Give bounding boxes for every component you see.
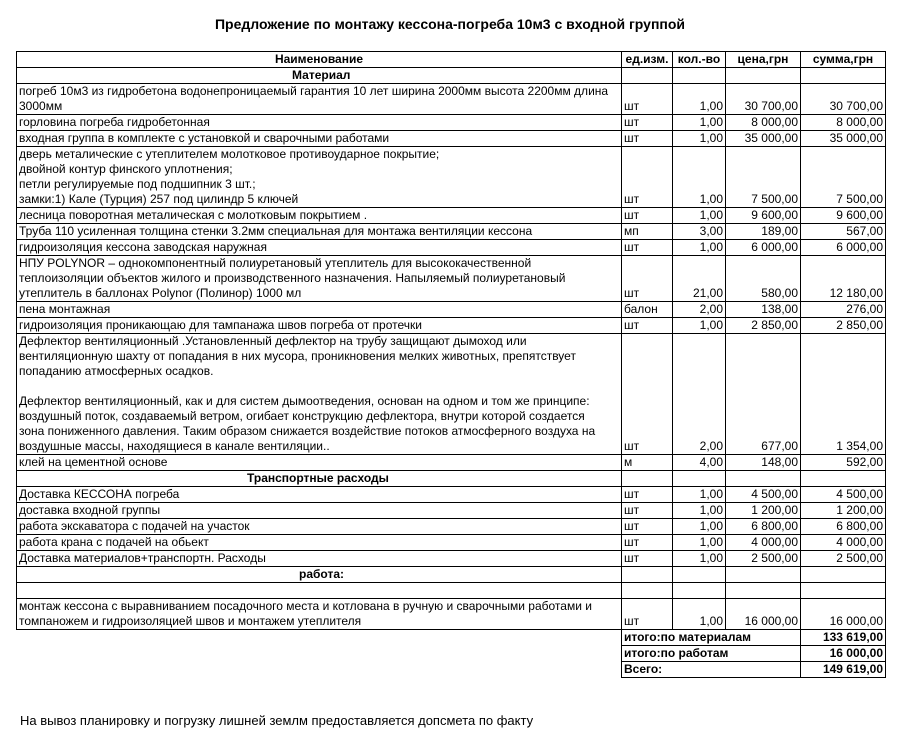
col-name-header: Наименование [17, 52, 622, 68]
item-price: 2 850,00 [726, 318, 801, 334]
material-row [17, 208, 886, 224]
empty-cell [801, 68, 886, 84]
section-transport [17, 471, 886, 487]
item-price: 16 000,00 [726, 599, 801, 630]
transport-row [17, 487, 886, 503]
empty-cell [801, 583, 886, 599]
item-price: 1 200,00 [726, 503, 801, 519]
empty-cell [17, 630, 622, 646]
item-unit: мп [622, 224, 673, 240]
item-price: 189,00 [726, 224, 801, 240]
item-qty: 2,00 [673, 302, 726, 318]
material-row [17, 115, 886, 131]
item-unit: шт [622, 131, 673, 147]
empty-cell [622, 471, 673, 487]
item-name: Труба 110 усиленная толщина стенки 3.2мм специальная для монтажа вентиляции кессона [17, 224, 622, 240]
empty-cell [17, 646, 622, 662]
item-sum: 35 000,00 [801, 131, 886, 147]
item-price: 7 500,00 [726, 147, 801, 208]
item-name: монтаж кессона с выравниванием посадочного места и котлована в ручную и сварочными работами и томпаножем и гидроизоляцией швов и монтажем утеплителя [17, 599, 622, 630]
item-name: пена монтажная [17, 302, 622, 318]
item-price: 677,00 [726, 334, 801, 455]
material-row [17, 147, 886, 208]
item-price: 4 500,00 [726, 487, 801, 503]
item-unit: м [622, 455, 673, 471]
document-title: Предложение по монтажу кессона-погреба 10м3 с входной группой [214, 16, 686, 32]
item-price: 6 800,00 [726, 519, 801, 535]
item-name: погреб 10м3 из гидробетона водонепроницаемый гарантия 10 лет ширина 2000мм высота 2200мм длина 3000мм [17, 84, 622, 115]
item-qty: 1,00 [673, 487, 726, 503]
item-sum: 16 000,00 [801, 599, 886, 630]
item-unit: шт [622, 519, 673, 535]
material-row [17, 455, 886, 471]
item-sum: 2 850,00 [801, 318, 886, 334]
item-sum: 567,00 [801, 224, 886, 240]
item-price: 148,00 [726, 455, 801, 471]
item-unit: шт [622, 84, 673, 115]
item-qty: 1,00 [673, 318, 726, 334]
item-qty: 1,00 [673, 240, 726, 256]
item-qty: 1,00 [673, 131, 726, 147]
item-unit: балон [622, 302, 673, 318]
item-qty: 3,00 [673, 224, 726, 240]
footnote: На вывоз планировку и погрузку лишней землм предоставляется допсмета по факту [20, 713, 534, 728]
transport-row [17, 519, 886, 535]
item-name: гидроизоляция кессона заводская наружная [17, 240, 622, 256]
item-qty: 1,00 [673, 147, 726, 208]
item-sum: 276,00 [801, 302, 886, 318]
total-work-value: 16 000,00 [801, 646, 886, 662]
item-name: дверь металические с утеплителем молотковое противоударное покрытие; двойной контур финского уплотнения; петли регулируемые под подшипник 3 шт.; замки:1) Кале (Турция) 257 под цилиндр 5 ключей [17, 147, 622, 208]
item-unit: шт [622, 599, 673, 630]
total-work [17, 646, 886, 662]
item-sum: 8 000,00 [801, 115, 886, 131]
item-sum: 2 500,00 [801, 551, 886, 567]
total-work-label: итого:по работам [622, 646, 801, 662]
empty-cell [726, 68, 801, 84]
header-row [17, 52, 886, 68]
empty-cell [673, 567, 726, 583]
item-sum: 6 000,00 [801, 240, 886, 256]
item-name: работа экскаватора с подачей на участок [17, 519, 622, 535]
blank-row [17, 583, 886, 599]
item-unit: шт [622, 503, 673, 519]
item-sum: 1 200,00 [801, 503, 886, 519]
empty-cell [17, 583, 622, 599]
item-qty: 4,00 [673, 455, 726, 471]
work-row [17, 599, 886, 630]
material-row [17, 256, 886, 302]
estimate-table [16, 51, 886, 678]
item-unit: шт [622, 334, 673, 455]
item-price: 6 000,00 [726, 240, 801, 256]
col-unit-header: ед.изм. [622, 52, 673, 68]
item-price: 580,00 [726, 256, 801, 302]
item-name: Дефлектор вентиляционный .Установленный дефлектор на трубу защищают дымоход или вентиляционную шахту от попадания в них мусора, проникновения мелких животных, препятствует попаданию атмосферных осадков. Дефлектор вентиляционный, как и для систем дымоотведения, основан на одном и том же принципе: воздушный поток, создаваемый ветром, огибает конструкцию дефлектора, внутри которой создается зона пониженного давления. Таким образом снижается воздействие потоков атмосферного воздуха на воздушные массы, находящиеся в канале вентиляции.. [17, 334, 622, 455]
item-name: доставка входной группы [17, 503, 622, 519]
item-qty: 1,00 [673, 519, 726, 535]
item-name: Доставка КЕССОНА погреба [17, 487, 622, 503]
item-sum: 592,00 [801, 455, 886, 471]
total-all-value: 149 619,00 [801, 662, 886, 678]
item-name: входная группа в комплекте с установкой и сварочными работами [17, 131, 622, 147]
empty-cell [622, 567, 673, 583]
total-materials-value: 133 619,00 [801, 630, 886, 646]
item-unit: шт [622, 551, 673, 567]
item-price: 30 700,00 [726, 84, 801, 115]
item-unit: шт [622, 318, 673, 334]
item-unit: шт [622, 208, 673, 224]
item-unit: шт [622, 256, 673, 302]
transport-row [17, 503, 886, 519]
estimate-body [17, 68, 886, 678]
item-qty: 1,00 [673, 551, 726, 567]
item-price: 138,00 [726, 302, 801, 318]
item-name: Доставка материалов+транспортн. Расходы [17, 551, 622, 567]
item-sum: 30 700,00 [801, 84, 886, 115]
total-materials [17, 630, 886, 646]
item-name: лесница поворотная металическая с молотковым покрытием . [17, 208, 622, 224]
item-name: горловина погреба гидробетонная [17, 115, 622, 131]
col-qty-header: кол.-во [673, 52, 726, 68]
item-qty: 1,00 [673, 535, 726, 551]
empty-cell [801, 567, 886, 583]
material-row [17, 318, 886, 334]
item-qty: 21,00 [673, 256, 726, 302]
col-price-header: цена,грн [726, 52, 801, 68]
material-row [17, 334, 886, 455]
empty-cell [726, 583, 801, 599]
item-qty: 2,00 [673, 334, 726, 455]
item-sum: 6 800,00 [801, 519, 886, 535]
empty-cell [801, 471, 886, 487]
section-work-label: работа: [17, 567, 622, 583]
empty-cell [726, 471, 801, 487]
material-row [17, 131, 886, 147]
item-sum: 7 500,00 [801, 147, 886, 208]
empty-cell [673, 68, 726, 84]
total-materials-label: итого:по материалам [622, 630, 801, 646]
item-unit: шт [622, 115, 673, 131]
item-qty: 1,00 [673, 599, 726, 630]
item-price: 2 500,00 [726, 551, 801, 567]
section-materials [17, 68, 886, 84]
item-name: НПУ POLYNOR – однокомпонентный полиуретановый утеплитель для высококачественной теплоизоляции объектов жилого и производственного назначения. Напыляемый полиуретановый утеплитель в баллонах Polynor (Полинор) 1000 мл [17, 256, 622, 302]
section-materials-label: Материал [17, 68, 622, 84]
material-row [17, 224, 886, 240]
item-unit: шт [622, 487, 673, 503]
item-unit: шт [622, 240, 673, 256]
item-sum: 4 000,00 [801, 535, 886, 551]
transport-row [17, 551, 886, 567]
section-transport-label: Транспортные расходы [17, 471, 622, 487]
item-name: работа крана с подачей на обьект [17, 535, 622, 551]
item-sum: 9 600,00 [801, 208, 886, 224]
item-unit: шт [622, 147, 673, 208]
empty-cell [673, 471, 726, 487]
empty-cell [673, 583, 726, 599]
total-all-label: Всего: [622, 662, 801, 678]
empty-cell [622, 583, 673, 599]
item-name: гидроизоляция проникающаю для тампанажа швов погреба от протечки [17, 318, 622, 334]
item-qty: 1,00 [673, 84, 726, 115]
item-sum: 1 354,00 [801, 334, 886, 455]
material-row [17, 302, 886, 318]
item-price: 8 000,00 [726, 115, 801, 131]
item-sum: 12 180,00 [801, 256, 886, 302]
transport-row [17, 535, 886, 551]
item-qty: 1,00 [673, 503, 726, 519]
empty-cell [726, 567, 801, 583]
total-all [17, 662, 886, 678]
item-unit: шт [622, 535, 673, 551]
item-price: 35 000,00 [726, 131, 801, 147]
col-sum-header: сумма,грн [801, 52, 886, 68]
item-qty: 1,00 [673, 208, 726, 224]
item-name: клей на цементной основе [17, 455, 622, 471]
item-price: 4 000,00 [726, 535, 801, 551]
material-row [17, 240, 886, 256]
item-qty: 1,00 [673, 115, 726, 131]
empty-cell [17, 662, 622, 678]
section-work [17, 567, 886, 583]
item-price: 9 600,00 [726, 208, 801, 224]
empty-cell [622, 68, 673, 84]
item-sum: 4 500,00 [801, 487, 886, 503]
material-row [17, 84, 886, 115]
